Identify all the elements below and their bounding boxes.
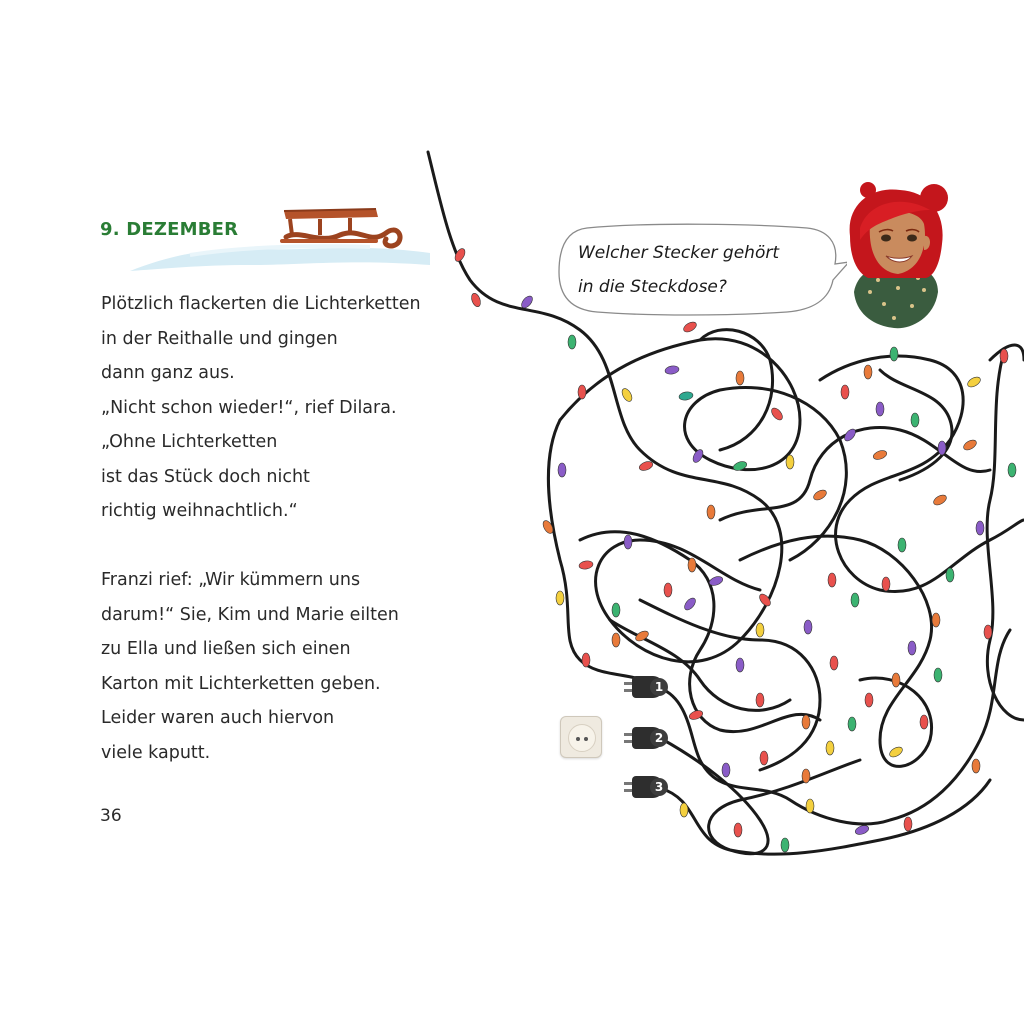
plug-body (632, 727, 664, 749)
plug-label: 2 (650, 729, 668, 747)
date-header (100, 205, 430, 285)
story-line: richtig weihnachtlich.“ (101, 501, 298, 521)
sled-icon (280, 205, 406, 249)
plug-label: 3 (650, 778, 668, 796)
socket-face (568, 724, 596, 752)
girl-avatar (838, 180, 958, 330)
story-line: ist das Stück doch nicht (101, 466, 310, 487)
plug-3 (624, 776, 664, 798)
story-line: „Ohne Lichterketten (101, 432, 278, 452)
story-line: viele kaputt. (101, 742, 211, 763)
story-line: in der Reithalle und gingen (101, 328, 338, 349)
plug-body (632, 676, 664, 698)
story-line: Karton mit Lichterketten geben. (101, 673, 381, 694)
bubble-line: Welcher Stecker gehört (578, 243, 780, 263)
plug-label: 1 (650, 678, 668, 696)
story-line: darum!“ Sie, Kim und Marie eilten (101, 604, 399, 625)
page-number: 36 (100, 806, 122, 826)
socket-hole (584, 737, 588, 741)
page-title: 9. DEZEMBER (100, 219, 239, 240)
story-line: dann ganz aus. (101, 363, 235, 383)
plug-body (632, 776, 664, 798)
bubble-text (578, 236, 838, 304)
socket-hole (576, 737, 580, 741)
story-line: Leider waren auch hiervon (101, 708, 335, 728)
paragraph-gap (101, 529, 461, 564)
bubble-line: in die Steckdose? (578, 277, 727, 297)
story-line: „Nicht schon wieder!“, rief Dilara. (101, 397, 397, 418)
power-socket-icon (560, 716, 602, 758)
plug-1 (624, 676, 664, 698)
story-line: zu Ella und ließen sich einen (101, 639, 351, 659)
story-line: Plötzlich flackerten die Lichterketten (101, 294, 421, 314)
story-text (101, 287, 461, 770)
story-line: Franzi rief: „Wir kümmern uns (101, 570, 361, 590)
plug-2 (624, 727, 664, 749)
